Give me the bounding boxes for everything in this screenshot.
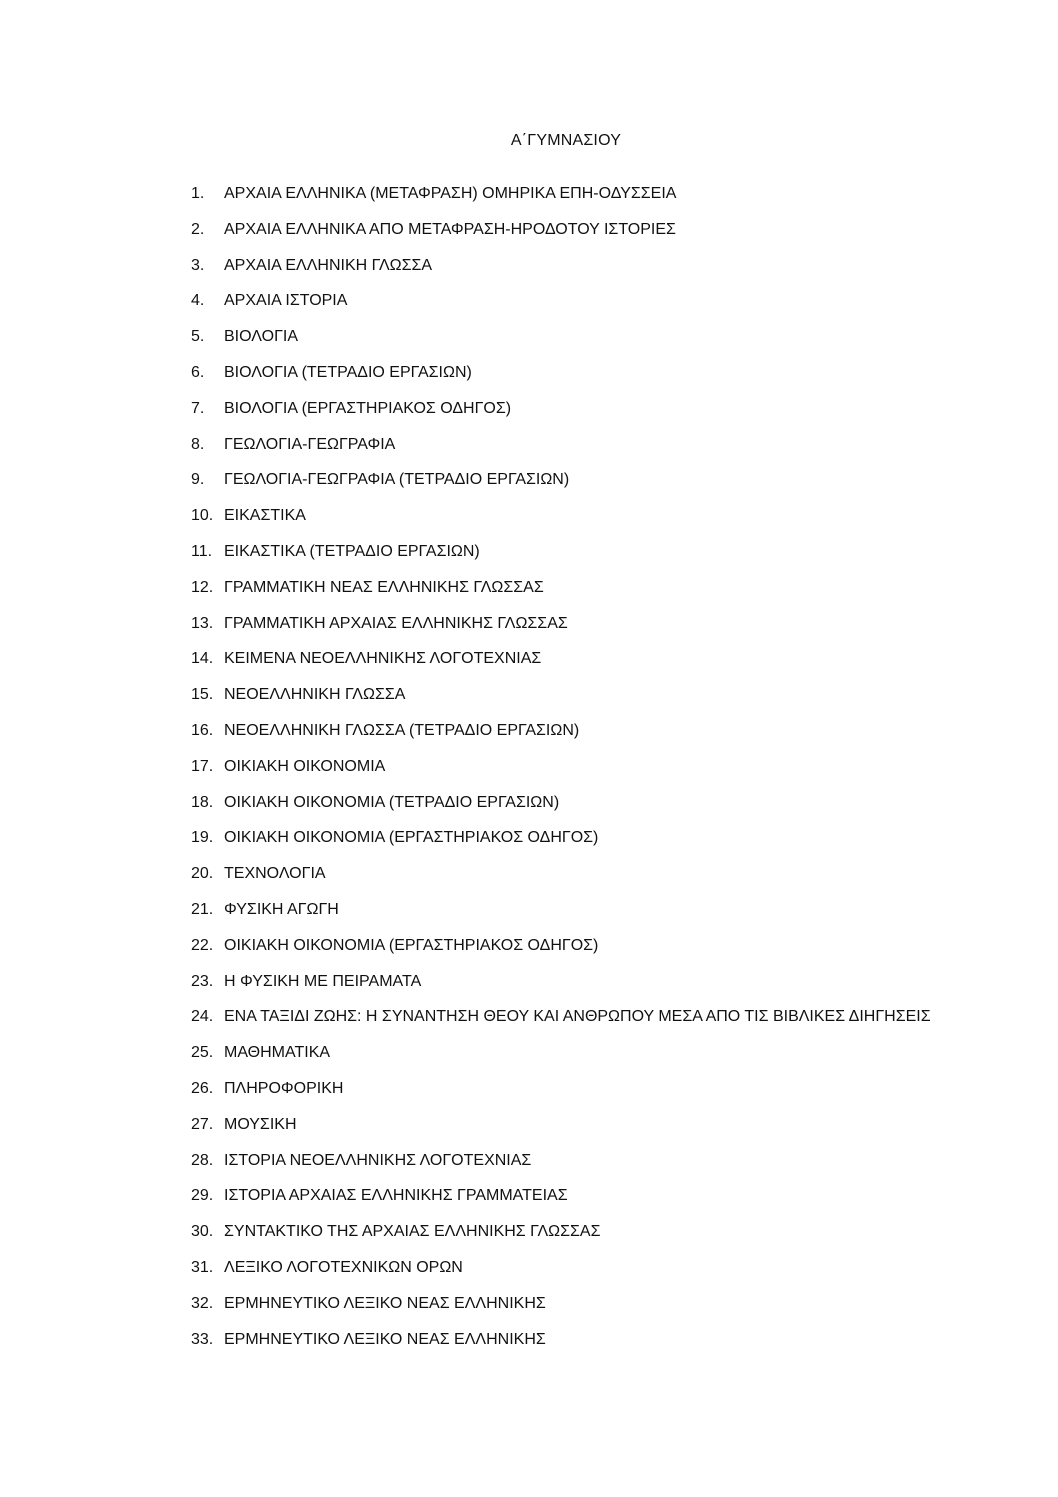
list-item-text: ΕΡΜΗΝΕΥΤΙΚΟ ΛΕΞΙΚΟ ΝΕΑΣ ΕΛΛΗΝΙΚΗΣ [224,1330,546,1348]
list-item [191,1222,931,1258]
list-item-text: ΓΡΑΜΜΑΤΙΚΗ ΝΕΑΣ ΕΛΛΗΝΙΚΗΣ ΓΛΩΣΣΑΣ [224,578,544,596]
list-item [191,256,931,292]
list-item-number: 21. [191,900,214,918]
list-item-text: ΑΡΧΑΙΑ ΕΛΛΗΝΙΚΗ ΓΛΩΣΣΑ [224,256,433,274]
list-item-text: ΟΙΚΙΑΚΗ ΟΙΚΟΝΟΜΙΑ [224,757,386,775]
list-item-text: ΑΡΧΑΙΑ ΙΣΤΟΡΙΑ [224,292,348,310]
list-item [191,1079,931,1115]
list-item-text: ΤΕΧΝΟΛΟΓΙΑ [224,865,326,883]
list-item-number: 6. [191,363,205,381]
list-item-text: ΓΕΩΛΟΓΙΑ-ΓΕΩΓΡΑΦΙΑ (ΤΕΤΡΑΔΙΟ ΕΡΓΑΣΙΩΝ) [224,471,570,489]
list-item [191,399,931,435]
list-item-text: ΕΝΑ ΤΑΞΙΔΙ ΖΩΗΣ: Η ΣΥΝΑΝΤΗΣΗ ΘΕΟΥ ΚΑΙ ΑΝΘΡΩΠΟΥ ΜΕΣΑ ΑΠΟ ΤΙΣ ΒΙΒΛΙΚΕΣ ΔΙΗΓΗΣΕΙΣ [224,1008,931,1026]
list-item [191,864,931,900]
list-item-number: 26. [191,1079,214,1097]
list-item-number: 33. [191,1330,214,1348]
list-item [191,900,931,936]
list-item [191,435,931,471]
list-item-text: ΟΙΚΙΑΚΗ ΟΙΚΟΝΟΜΙΑ (ΕΡΓΑΣΤΗΡΙΑΚΟΣ ΟΔΗΓΟΣ) [224,936,599,954]
list-item [191,578,931,614]
list-item [191,757,931,793]
list-item-number: 16. [191,721,214,739]
list-item-text: ΕΡΜΗΝΕΥΤΙΚΟ ΛΕΞΙΚΟ ΝΕΑΣ ΕΛΛΗΝΙΚΗΣ [224,1294,546,1312]
list-item-number: 18. [191,793,214,811]
list-item-text: ΙΣΤΟΡΙΑ ΑΡΧΑΙΑΣ ΕΛΛΗΝΙΚΗΣ ΓΡΑΜΜΑΤΕΙΑΣ [224,1187,568,1205]
list-item [191,363,931,399]
list-item-number: 10. [191,507,214,525]
list-item-number: 1. [191,185,205,202]
list-item-number: 27. [191,1115,214,1133]
list-item-text: ΟΙΚΙΑΚΗ ΟΙΚΟΝΟΜΙΑ (ΤΕΤΡΑΔΙΟ ΕΡΓΑΣΙΩΝ) [224,793,560,811]
list-item-number: 31. [191,1258,214,1276]
list-item-number: 8. [191,435,205,453]
list-item-text: ΝΕΟΕΛΛΗΝΙΚΗ ΓΛΩΣΣΑ [224,686,406,704]
list-item-number: 3. [191,256,205,274]
list-item-number: 17. [191,757,214,775]
list-item [191,685,931,721]
list-item-text: ΙΣΤΟΡΙΑ ΝΕΟΕΛΛΗΝΙΚΗΣ ΛΟΓΟΤΕΧΝΙΑΣ [224,1151,532,1169]
list-item [191,828,931,864]
list-item-text: ΛΕΞΙΚΟ ΛΟΓΟΤΕΧΝΙΚΩΝ ΟΡΩΝ [224,1258,463,1276]
list-item [191,1186,931,1222]
list-item-text: ΜΟΥΣΙΚΗ [224,1115,297,1133]
list-item-text: Η ΦΥΣΙΚΗ ΜΕ ΠΕΙΡΑΜΑΤΑ [224,972,422,990]
list-item-text: ΑΡΧΑΙΑ ΕΛΛΗΝΙΚΑ ΑΠΟ ΜΕΤΑΦΡΑΣΗ-ΗΡΟΔΟΤΟΥ ΙΣΤΟΡΙΕΣ [224,220,676,238]
book-list [191,184,931,1365]
list-item-text: ΦΥΣΙΚΗ ΑΓΩΓΗ [224,900,339,918]
list-item-number: 19. [191,829,214,847]
list-item-text: ΒΙΟΛΟΓΙΑ [224,328,298,346]
list-item [191,220,931,256]
list-item [191,1043,931,1079]
list-item [191,1330,931,1366]
list-item [191,1258,931,1294]
list-item-text: ΣΥΝΤΑΚΤΙΚΟ ΤΗΣ ΑΡΧΑΙΑΣ ΕΛΛΗΝΙΚΗΣ ΓΛΩΣΣΑΣ [224,1223,601,1241]
list-item-number: 32. [191,1294,214,1312]
list-item-number: 25. [191,1044,214,1062]
list-item-text: ΓΕΩΛΟΓΙΑ-ΓΕΩΓΡΑΦΙΑ [224,435,396,453]
list-item [191,936,931,972]
list-item-number: 4. [191,292,205,310]
list-item [191,972,931,1008]
list-item-number: 24. [191,1008,214,1026]
list-item-text: ΟΙΚΙΑΚΗ ΟΙΚΟΝΟΜΙΑ (ΕΡΓΑΣΤΗΡΙΑΚΟΣ ΟΔΗΓΟΣ) [224,829,599,847]
list-item-number: 7. [191,399,205,417]
list-item-number: 9. [191,471,205,489]
list-item [191,1151,931,1187]
list-item-number: 14. [191,650,214,668]
list-item-number: 28. [191,1151,214,1169]
list-item [191,470,931,506]
list-item [191,649,931,685]
list-item-number: 20. [191,865,214,883]
list-item-text: ΚΕΙΜΕΝΑ ΝΕΟΕΛΛΗΝΙΚΗΣ ΛΟΓΟΤΕΧΝΙΑΣ [224,650,542,668]
list-item-number: 15. [191,686,214,704]
list-item-text: ΒΙΟΛΟΓΙΑ (ΕΡΓΑΣΤΗΡΙΑΚΟΣ ΟΔΗΓΟΣ) [224,399,512,417]
list-item [191,506,931,542]
list-item [191,542,931,578]
list-item-number: 2. [191,220,205,238]
list-item-text: ΓΡΑΜΜΑΤΙΚΗ ΑΡΧΑΙΑΣ ΕΛΛΗΝΙΚΗΣ ΓΛΩΣΣΑΣ [224,614,568,632]
list-item-number: 30. [191,1223,214,1241]
list-item-number: 11. [191,542,213,560]
list-item-number: 29. [191,1187,214,1205]
list-item [191,184,931,220]
list-item-text: ΕΙΚΑΣΤΙΚΑ (ΤΕΤΡΑΔΙΟ ΕΡΓΑΣΙΩΝ) [224,542,480,560]
list-item [191,1007,931,1043]
list-item [191,327,931,363]
list-item [191,291,931,327]
list-item-text: ΒΙΟΛΟΓΙΑ (ΤΕΤΡΑΔΙΟ ΕΡΓΑΣΙΩΝ) [224,363,472,381]
list-item-text: ΜΑΘΗΜΑΤΙΚΑ [224,1044,331,1062]
list-item-number: 5. [191,328,205,346]
list-item [191,614,931,650]
list-item-number: 22. [191,936,214,954]
page-title: Α΄ΓΥΜΝΑΣΙΟΥ [510,132,622,149]
list-item-text: ΑΡΧΑΙΑ ΕΛΛΗΝΙΚΑ (ΜΕΤΑΦΡΑΣΗ) ΟΜΗΡΙΚΑ ΕΠΗ-ΟΔΥΣΣΕΙΑ [224,185,677,202]
list-item [191,1115,931,1151]
list-item [191,1294,931,1330]
list-item-number: 23. [191,972,214,990]
list-item-text: ΠΛΗΡΟΦΟΡΙΚΗ [224,1079,344,1097]
list-item [191,721,931,757]
list-item [191,793,931,829]
list-item-text: ΕΙΚΑΣΤΙΚΑ [224,507,306,525]
list-item-text: ΝΕΟΕΛΛΗΝΙΚΗ ΓΛΩΣΣΑ (ΤΕΤΡΑΔΙΟ ΕΡΓΑΣΙΩΝ) [224,721,580,739]
list-item-number: 12. [191,578,214,596]
list-item-number: 13. [191,614,214,632]
